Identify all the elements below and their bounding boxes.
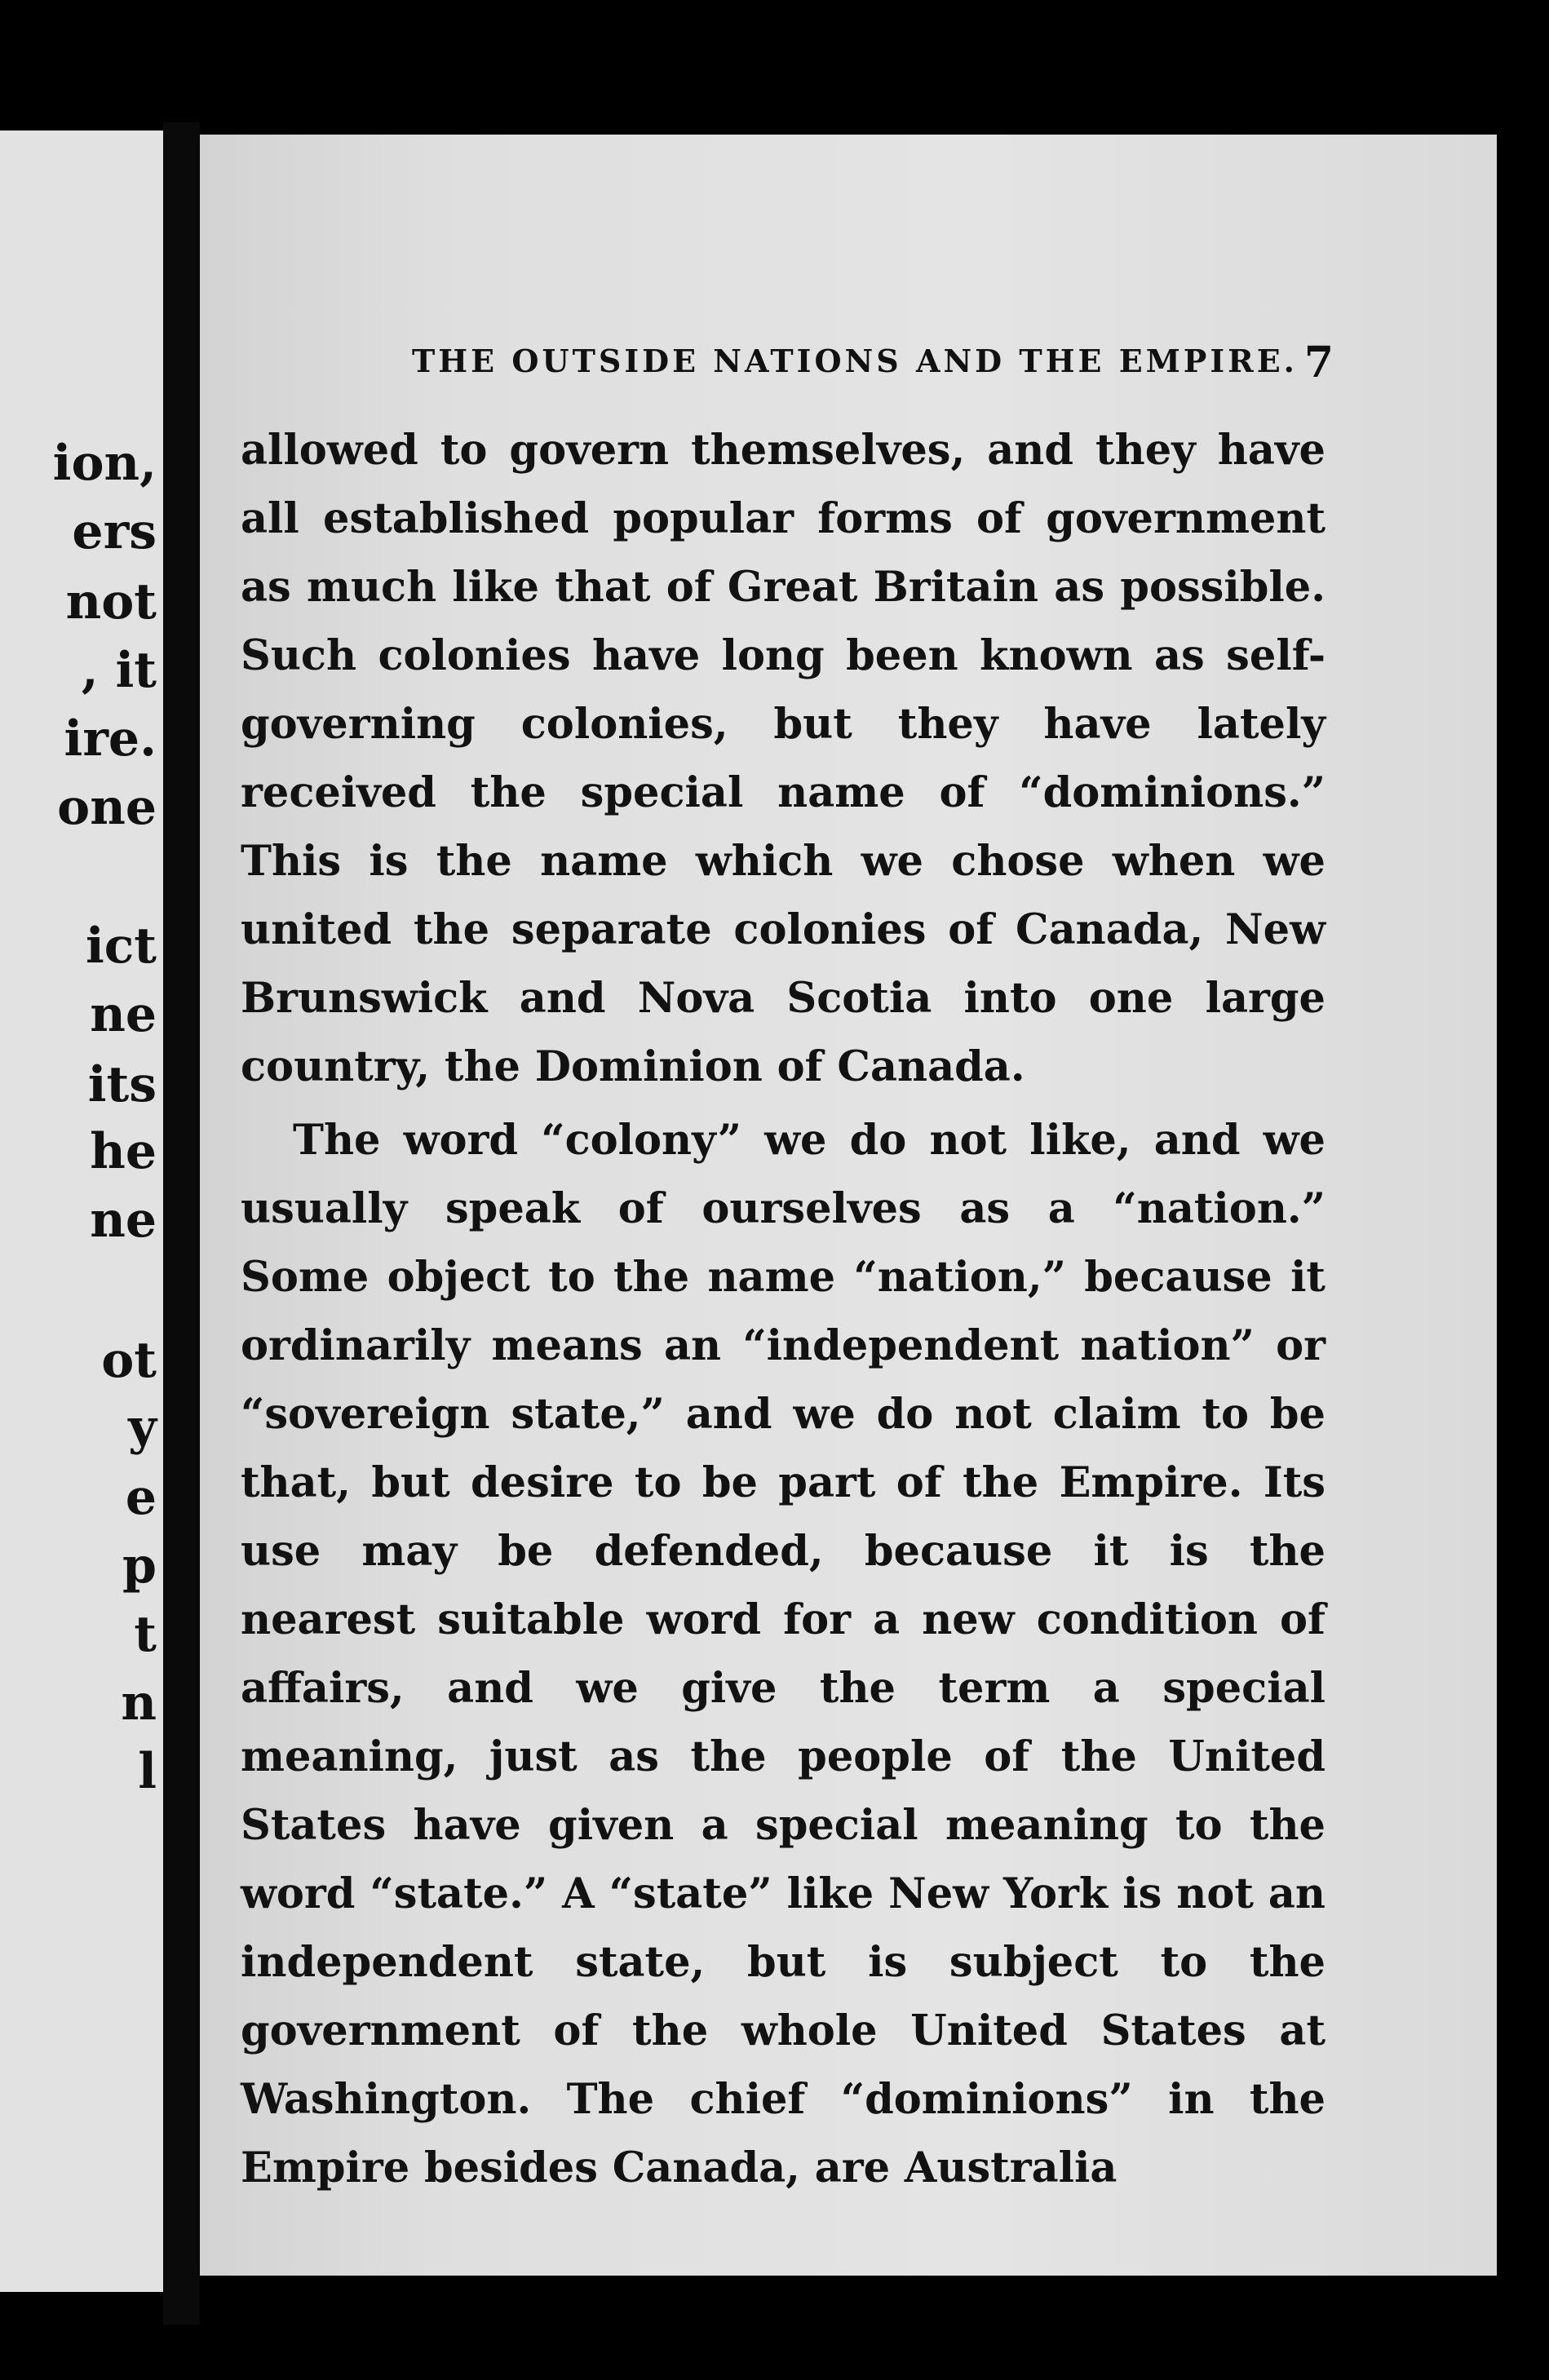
left-fragment: one [57, 779, 157, 836]
left-fragment: ire. [64, 710, 157, 768]
left-page-edge [0, 131, 163, 2292]
left-fragment: ers [72, 503, 157, 560]
paragraph: allowed to govern themselves, and they have all established popular forms of government as much like that of Great Britain as possible. Such colonies have long been known as self-governing colonies, but they have lately received the special name of “dominions.” This is the name which we chose when we united the separate colonies of Canada, New Brunswick and Nova Scotia into one large country, the Dominion of Canada. [241, 426, 1326, 1091]
left-fragment: he [90, 1123, 157, 1180]
running-head [412, 338, 1334, 400]
left-fragment: , it [81, 642, 157, 699]
running-title: THE OUTSIDE NATIONS AND THE EMPIRE. [412, 343, 1298, 379]
book-gutter [163, 122, 200, 2325]
left-fragment: y [128, 1399, 157, 1456]
left-fragment: ne [90, 986, 157, 1043]
book-page [200, 135, 1497, 2276]
left-fragment: t [134, 1606, 157, 1663]
page-number: 7 [1303, 338, 1334, 387]
paragraph: The word “colony” we do not like, and we usually speak of ourselves as a “nation.” Some object to the name “nation,” because it ordinarily means an “independent nation” or “sovereign state,” and we do not claim to be that, but desire to be part of the Empire. Its use may be defended, because it is the nearest suitable word for a new condition of affairs, and we give the term a special meaning, just as the people of the United States have given a special meaning to the word “state.” A “state” like New York is not an independent state, but is subject to the government of the whole United States at Washington. The chief “dominions” in the Empire besides Canada, are Australia [241, 1116, 1326, 2192]
left-fragment: ne [90, 1192, 157, 1249]
body-text [241, 416, 1326, 2202]
left-fragment: ot [101, 1332, 157, 1389]
left-fragment: p [122, 1537, 157, 1595]
left-fragment: its [87, 1056, 157, 1113]
left-fragment: ict [85, 918, 157, 975]
left-fragment: not [65, 573, 157, 630]
left-fragment: l [138, 1743, 157, 1800]
left-fragment: n [121, 1674, 157, 1732]
left-fragment: ion, [52, 435, 157, 492]
left-fragment: e [125, 1469, 157, 1526]
